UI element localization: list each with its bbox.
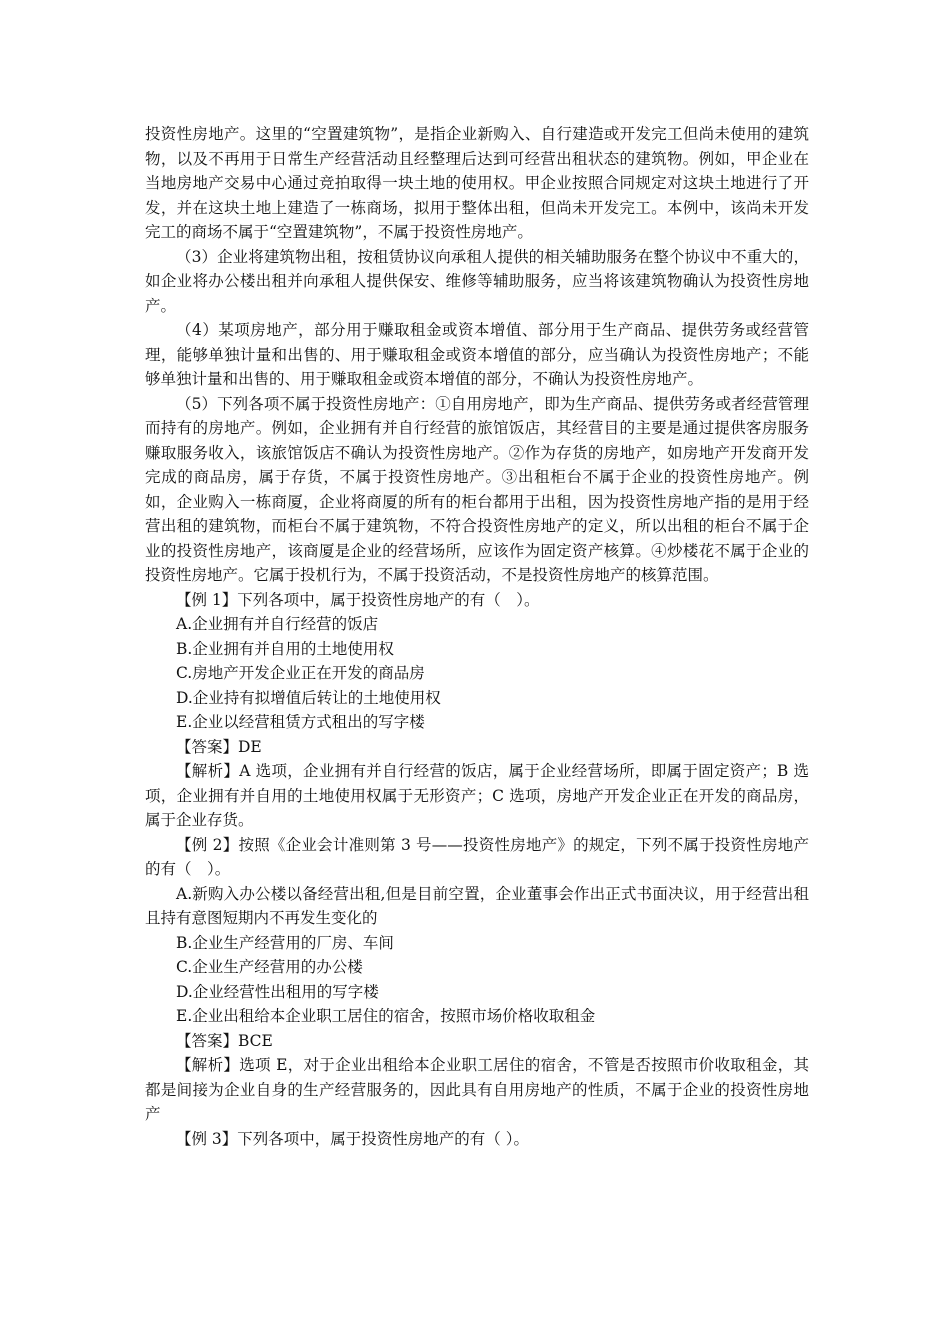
document-body [145,122,809,1151]
example-1 [145,588,809,833]
example-3-question: 【例 3】下列各项中，属于投资性房地产的有（ ）。 [176,1129,529,1148]
paragraph-empty-building: 投资性房地产。这里的“空置建筑物”，是指企业新购入、自行建造或开发完工但尚未使用的建筑物，以及不再用于日常生产经营活动且经整理后达到可经营出租状态的建筑物。例如，甲企业在当地房地产交易中心通过竞拍取得一块土地的使用权。甲企业按照合同规定对这块土地进行了开发，并在这块土地上建造了一栋商场，拟用于整体出租，但尚未开发完工。本例中，该尚未开发完工的商场不属于“空置建筑物”，不属于投资性房地产。 [145,125,809,241]
paragraph-point-4: （4）某项房地产，部分用于赚取租金或资本增值、部分用于生产商品、提供劳务或经营管理，能够单独计量和出售的、用于赚取租金或资本增值的部分，应当确认为投资性房地产；不能够单独计量和出售的、用于赚取租金或资本增值的部分，不确认为投资性房地产。 [145,321,809,388]
example-2-option-c: C.企业生产经营用的办公楼 [176,958,363,976]
paragraph-point-3: （3）企业将建筑物出租，按租赁协议向承租人提供的相关辅助服务在整个协议中不重大的，如企业将办公楼出租并向承租人提供保安、维修等辅助服务，应当将该建筑物确认为投资性房地产。 [145,247,809,315]
example-1-answer: 【答案】DE [176,737,262,756]
example-1-option-b: B.企业拥有并自用的土地使用权 [176,639,394,658]
example-1-option-a: A.企业拥有并自行经营的饭店 [176,615,379,633]
example-1-option-e: E.企业以经营租赁方式租出的写字楼 [176,713,425,731]
example-2-option-d: D.企业经营性出租用的写字楼 [176,982,379,1001]
example-1-option-c: C.房地产开发企业正在开发的商品房 [176,664,425,682]
example-2 [145,833,809,1127]
paragraph-point-5: （5）下列各项不属于投资性房地产：①自用房地产，即为生产商品、提供劳务或者经营管理而持有的房地产。例如，企业拥有并自行经营的旅馆饭店，其经营目的主要是通过提供客房服务赚取服务收入，该旅馆饭店不确认为投资性房地产。②作为存货的房地产，如房地产开发商开发完成的商品房，属于存货，不属于投资性房地产。③出租柜台不属于企业的投资性房地产。例如，企业购入一栋商厦，企业将商厦的所有的柜台都用于出租，因为投资性房地产指的是用于经营出租的建筑物，而柜台不属于建筑物，不符合投资性房地产的定义，所以出租的柜台不属于企业的投资性房地产，该商厦是企业的经营场所，应该作为固定资产核算。④炒楼花不属于企业的投资性房地产。它属于投机行为，不属于投资活动，不是投资性房地产的核算范围。 [145,394,809,584]
example-2-option-e: E.企业出租给本企业职工居住的宿舍，按照市场价格收取租金 [176,1007,596,1025]
example-2-analysis: 【解析】选项 E，对于企业出租给本企业职工居住的宿舍，不管是否按照市价收取租金，其都是间接为企业自身的生产经营服务的，因此具有自用房地产的性质，不属于企业的投资性房地产 [145,1056,809,1123]
example-2-answer: 【答案】BCE [176,1031,273,1050]
example-2-option-b: B.企业生产经营用的厂房、车间 [176,933,394,952]
example-3 [145,1127,809,1152]
example-1-option-d: D.企业持有拟增值后转让的土地使用权 [176,688,441,707]
example-1-analysis: 【解析】A 选项，企业拥有并自行经营的饭店，属于企业经营场所，即属于固定资产；B 选项，企业拥有并自用的土地使用权属于无形资产；C 选项，房地产开发企业正在开发的商品房，属于企业存货。 [145,762,809,829]
example-2-option-a: A.新购入办公楼以备经营出租,但是目前空置，企业董事会作出正式书面决议，用于经营出租且持有意图短期内不再发生变化的 [145,884,809,927]
example-1-question: 【例 1】下列各项中，属于投资性房地产的有（ ）。 [176,590,540,609]
example-2-question: 【例 2】按照《企业会计准则第 3 号——投资性房地产》的规定，下列不属于投资性房地产的有（ ）。 [145,835,809,878]
